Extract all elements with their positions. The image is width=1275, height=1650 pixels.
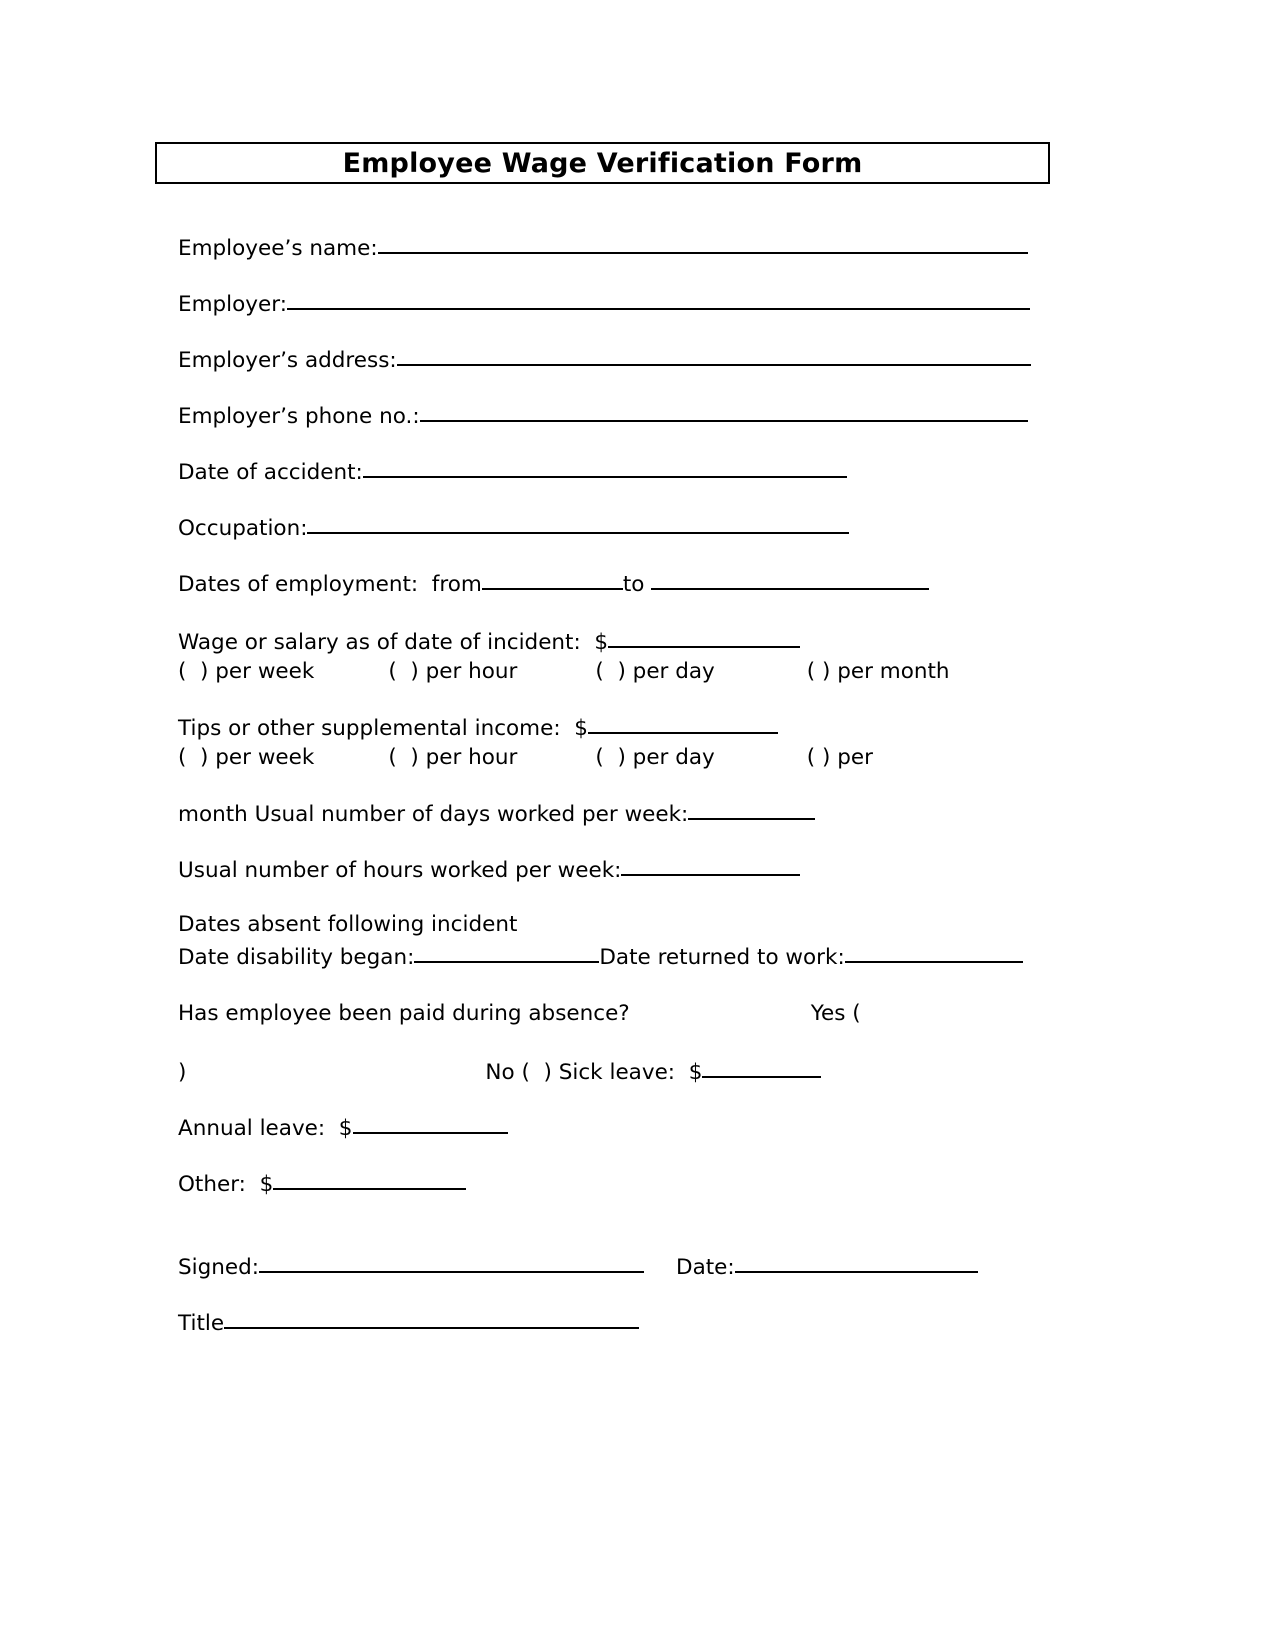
input-signed[interactable]: [259, 1255, 644, 1273]
input-occupation[interactable]: [307, 516, 849, 534]
field-row-employee-name: [178, 236, 1058, 263]
label-wage-salary: Wage or salary as of date of incident: $: [178, 630, 609, 655]
label-dates-of-employment-from: Dates of employment: from: [178, 572, 482, 597]
field-row-paid-during-absence: [178, 1003, 1058, 1030]
page-title: Employee Wage Verification Form: [342, 147, 863, 179]
label-employee-name: Employee’s name:: [178, 236, 378, 261]
input-employment-to[interactable]: [651, 572, 929, 590]
field-row-signed-date: [178, 1255, 1058, 1282]
field-row-wage-salary: [178, 630, 1058, 657]
input-employee-name[interactable]: [378, 236, 1028, 254]
input-wage-salary[interactable]: [608, 630, 800, 648]
label-occupation: Occupation:: [178, 516, 308, 541]
label-hours-per-week: Usual number of hours worked per week:: [178, 858, 622, 883]
field-row-dates-of-employment: [178, 572, 1058, 599]
input-returned-to-work[interactable]: [845, 945, 1023, 963]
option-wage-per-week[interactable]: ( ) per week: [178, 659, 315, 684]
input-days-per-week[interactable]: [688, 802, 815, 820]
input-hours-per-week[interactable]: [621, 858, 800, 876]
option-tips-per-hour[interactable]: ( ) per hour: [388, 745, 518, 770]
field-row-employer-address: [178, 348, 1058, 375]
option-yes-open-paren[interactable]: Yes (: [810, 1001, 861, 1026]
input-employer-phone[interactable]: [420, 404, 1028, 422]
input-date[interactable]: [735, 1255, 978, 1273]
tips-frequency-options: [178, 747, 1058, 774]
title-box: [155, 142, 1050, 184]
label-returned-to-work: Date returned to work:: [599, 945, 845, 970]
label-annual-leave: Annual leave: $: [178, 1116, 353, 1141]
field-row-dates-absent: [178, 914, 1058, 941]
field-row-title: [178, 1311, 1058, 1338]
input-employer-address[interactable]: [397, 348, 1031, 366]
option-wage-per-day[interactable]: ( ) per day: [595, 659, 715, 684]
field-row-date-of-accident: [178, 460, 1058, 487]
label-disability-began: Date disability began:: [178, 945, 415, 970]
field-row-annual-leave: [178, 1116, 1058, 1143]
label-dates-absent: Dates absent following incident: [178, 912, 518, 937]
option-tips-per-week[interactable]: ( ) per week: [178, 745, 315, 770]
option-wage-per-hour[interactable]: ( ) per hour: [388, 659, 518, 684]
label-tips-income: Tips or other supplemental income: $: [178, 716, 588, 741]
option-close-paren[interactable]: ): [178, 1060, 187, 1085]
field-row-employer-phone: [178, 404, 1058, 431]
input-title[interactable]: [224, 1311, 639, 1329]
input-employer[interactable]: [287, 292, 1030, 310]
option-tips-per-day[interactable]: ( ) per day: [595, 745, 715, 770]
wage-frequency-options: [178, 661, 1058, 688]
input-annual-leave[interactable]: [353, 1116, 508, 1134]
label-days-per-week: month Usual number of days worked per week:: [178, 802, 689, 827]
label-employer: Employer:: [178, 292, 287, 317]
input-date-of-accident[interactable]: [363, 460, 847, 478]
input-employment-from[interactable]: [482, 572, 623, 590]
label-signed: Signed:: [178, 1255, 260, 1280]
option-no-sick-leave[interactable]: No ( ) Sick leave: $: [485, 1060, 703, 1085]
label-paid-during-absence: Has employee been paid during absence?: [178, 1001, 630, 1026]
label-employer-address: Employer’s address:: [178, 348, 397, 373]
label-dates-of-employment-to: to: [622, 572, 652, 597]
label-date: Date:: [676, 1255, 735, 1280]
label-date-of-accident: Date of accident:: [178, 460, 363, 485]
option-wage-per-month[interactable]: ( ) per month: [806, 659, 950, 684]
input-tips-income[interactable]: [588, 716, 778, 734]
field-row-days-per-week: [178, 802, 1058, 829]
field-row-tips-income: [178, 716, 1058, 743]
label-employer-phone: Employer’s phone no.:: [178, 404, 420, 429]
field-row-hours-per-week: [178, 858, 1058, 885]
label-other: Other: $: [178, 1172, 274, 1197]
input-sick-leave[interactable]: [702, 1060, 821, 1078]
input-disability-began[interactable]: [414, 945, 599, 963]
label-title: Title: [178, 1311, 225, 1336]
form-body: [178, 236, 1058, 1338]
field-row-other: [178, 1172, 1058, 1199]
option-tips-per-month[interactable]: ( ) per: [806, 745, 873, 770]
field-row-no-sick-leave: [178, 1060, 1058, 1087]
input-other[interactable]: [273, 1172, 466, 1190]
field-row-employer: [178, 292, 1058, 319]
field-row-occupation: [178, 516, 1058, 543]
field-row-disability-dates: [178, 945, 1058, 972]
